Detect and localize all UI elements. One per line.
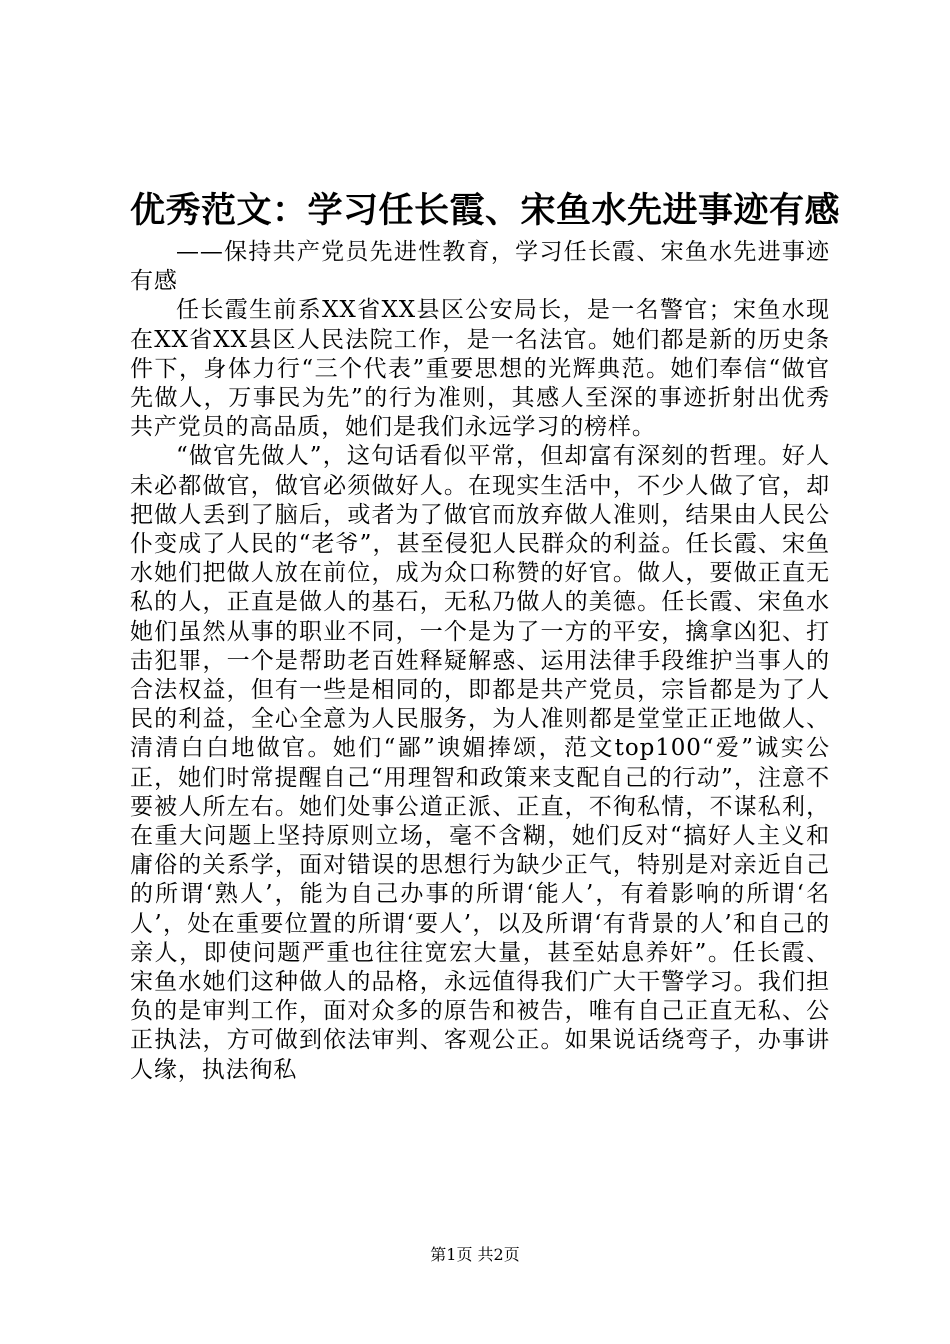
body-paragraph: 任长霞生前系XX省XX县区公安局长，是一名警官；宋鱼水现在XX省XX县区人民法院工作，是一名法官。她们都是新的历史条件下，身体力行“三个代表”重要思想的光辉典范。她们奉信“做官先做人，万事民为先”的行为准则，其感人至深的事迹折射出优秀共产党员的高品质，她们是我们永远学习的榜样。 — [130, 297, 830, 441]
page-number-footer: 第1页 共2页 — [430, 1245, 520, 1264]
body-paragraph: “做官先做人”，这句话看似平常，但却富有深刻的哲理。好人未必都做官，做官必须做好人。在现实生活中，不少人做了官，却把做人丢到了脑后，或者为了做官而放弃做人准则，结果由人民公仆变成了人民的“老爷”，甚至侵犯人民群众的利益。任长霞、宋鱼水她们把做人放在前位，成为众口称赞的好官。做人，要做正直无私的人，正直是做人的基石，无私乃做人的美德。任长霞、宋鱼水她们虽然从事的职业不同，一个是为了一方的平安，擒拿凶犯、打击犯罪，一个是帮助老百姓释疑解惑、运用法律手段维护当事人的合法权益，但有一些是相同的，即都是共产党员，宗旨都是为了人民的利益，全心全意为人民服务，为人准则都是堂堂正正地做人、清清白白地做官。她们“鄙”谀媚捧颂，范文top100“爱”诚实公正，她们时常提醒自己“用理智和政策来支配自己的行动”，注意不要被人所左右。她们处事公道正派、正直，不徇私情，不谋私利，在重大问题上坚持原则立场，毫不含糊，她们反对“搞好人主义和庸俗的关系学，面对错误的思想行为缺少正气，特别是对亲近自己的所谓‘熟人’，能为自己办事的所谓‘能人’，有着影响的所谓‘名人’，处在重要位置的所谓‘要人’，以及所谓‘有背景的人’和自己的亲人，即使问题严重也往往宽宏大量，甚至姑息养奸”。任长霞、宋鱼水她们这种做人的品格，永远值得我们广大干警学习。我们担负的是审判工作，面对众多的原告和被告，唯有自己正直无私、公正执法，方可做到依法审判、客观公正。如果说话绕弯子，办事讲人缘，执法徇私 — [130, 443, 830, 1083]
document-page — [130, 188, 841, 1085]
document-title: 优秀范文：学习任长霞、宋鱼水先进事迹有感 — [130, 191, 841, 231]
document-subtitle: ——保持共产党员先进性教育，学习任长霞、宋鱼水先进事迹有感 — [130, 239, 830, 295]
